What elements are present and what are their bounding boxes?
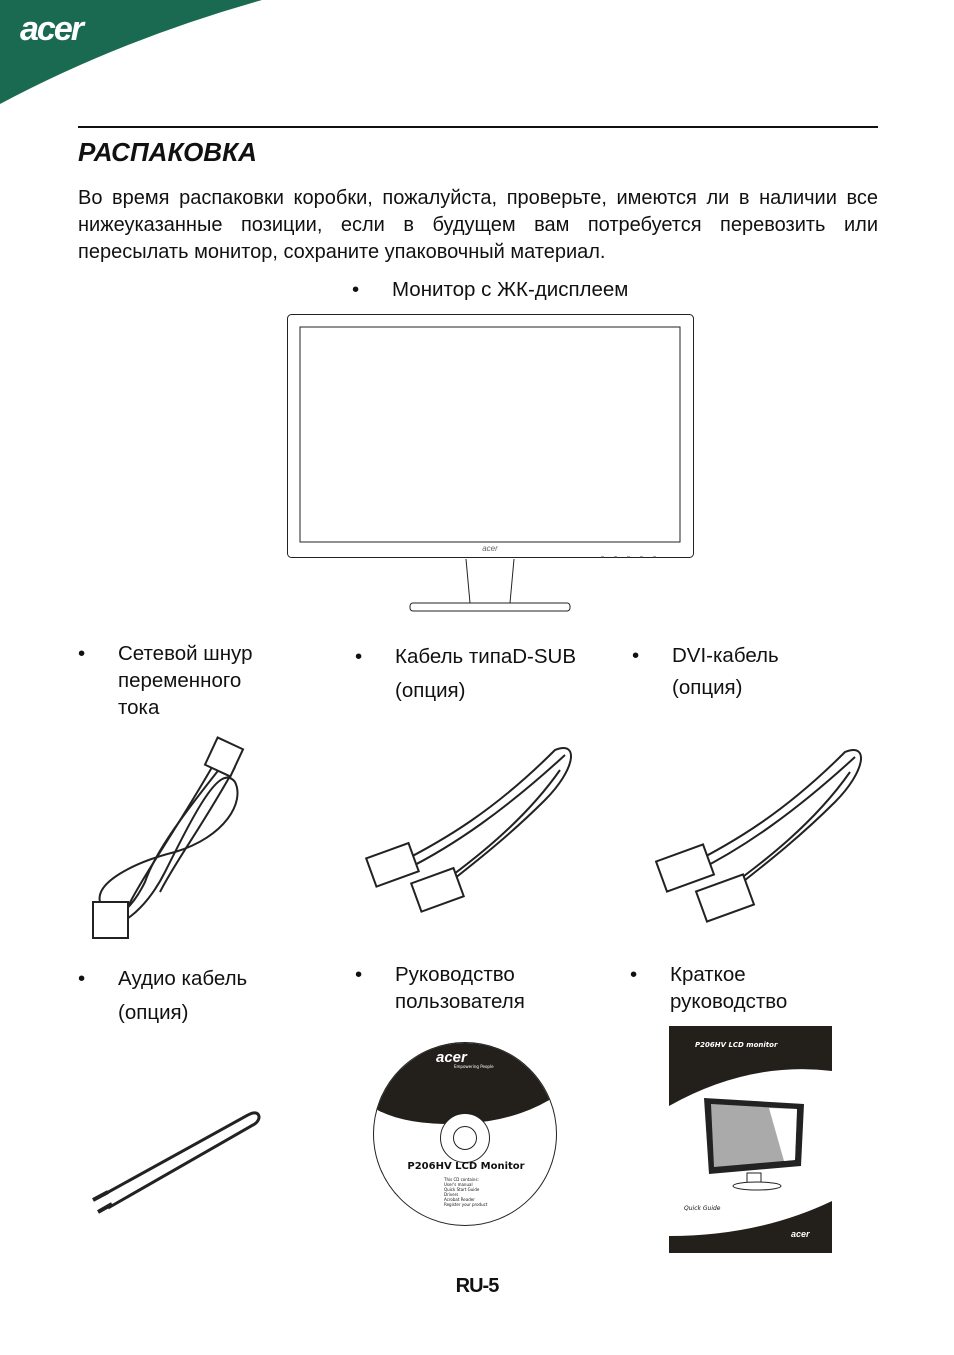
item-label: (опция) [395,679,466,702]
cd-list-item: Drivers [444,1192,459,1197]
quick-guide-illustration [669,1026,832,1253]
item-label: переменного [118,669,242,692]
item-label: Монитор с ЖК-дисплеем [392,278,629,301]
bullet: • [632,644,640,667]
item-label: Кабель типаD-SUB [395,645,577,668]
item-label: пользователя [395,990,525,1013]
cd-contains: This CD contains: [444,1177,479,1182]
guide-title: P206HV LCD monitor [695,1041,778,1049]
divider [78,126,878,128]
cd-list-item: Register your product [444,1202,488,1207]
item-dvi-cable [632,640,779,704]
monitor-illustration [286,313,696,618]
item-quick-guide [630,961,787,1015]
item-power-cord [78,640,252,721]
bullet: • [78,642,86,665]
item-monitor [352,276,628,303]
dvi-cable-illustration [655,742,870,924]
bullet: • [78,967,86,990]
bullet: • [355,645,363,668]
cd-logo: acer [436,1049,467,1066]
intro-paragraph: Во время распаковки коробки, пожалуйста, проверьте, имеются ли в наличии все нижеуказанные позиции, если в будущем вам потребуется перевозить или пересылать монитор, сохраните упаковочный материал. [78,187,878,263]
monitor-logo: acer [482,544,498,553]
item-label: Краткое [670,963,746,986]
item-dsub-cable [355,640,576,708]
bullet: • [355,963,363,986]
guide-subtitle: Quick Guide [684,1205,721,1212]
cd-illustration [373,1042,557,1226]
item-label: (опция) [118,1001,189,1024]
item-user-manual [355,961,525,1015]
audio-cable-illustration [88,1100,263,1220]
item-label: руководство [670,990,788,1013]
cd-list-item: Quick Start Guide [444,1187,480,1192]
cd-title: P206HV LCD Monitor [407,1161,525,1172]
item-label: Руководство [395,963,515,986]
item-label: (опция) [672,676,743,699]
power-cord-illustration [85,722,255,947]
dsub-cable-illustration [365,740,580,915]
cd-list-item: Acrobat Reader [444,1197,475,1202]
acer-logo: acer [20,10,82,48]
bullet: • [630,963,638,986]
bullet: • [352,278,360,301]
item-label: Сетевой шнур [118,642,253,665]
guide-logo: acer [791,1229,810,1239]
cd-tagline: Empowering People [454,1064,494,1069]
page-number: RU-5 [455,1275,499,1297]
cd-list-item: User's manual [444,1182,473,1187]
item-label: Аудио кабель [118,967,248,990]
item-label: DVI-кабель [672,644,779,667]
page-title: РАСПАКОВКА [78,137,257,167]
item-audio-cable [78,962,247,1030]
item-label: тока [118,696,160,719]
